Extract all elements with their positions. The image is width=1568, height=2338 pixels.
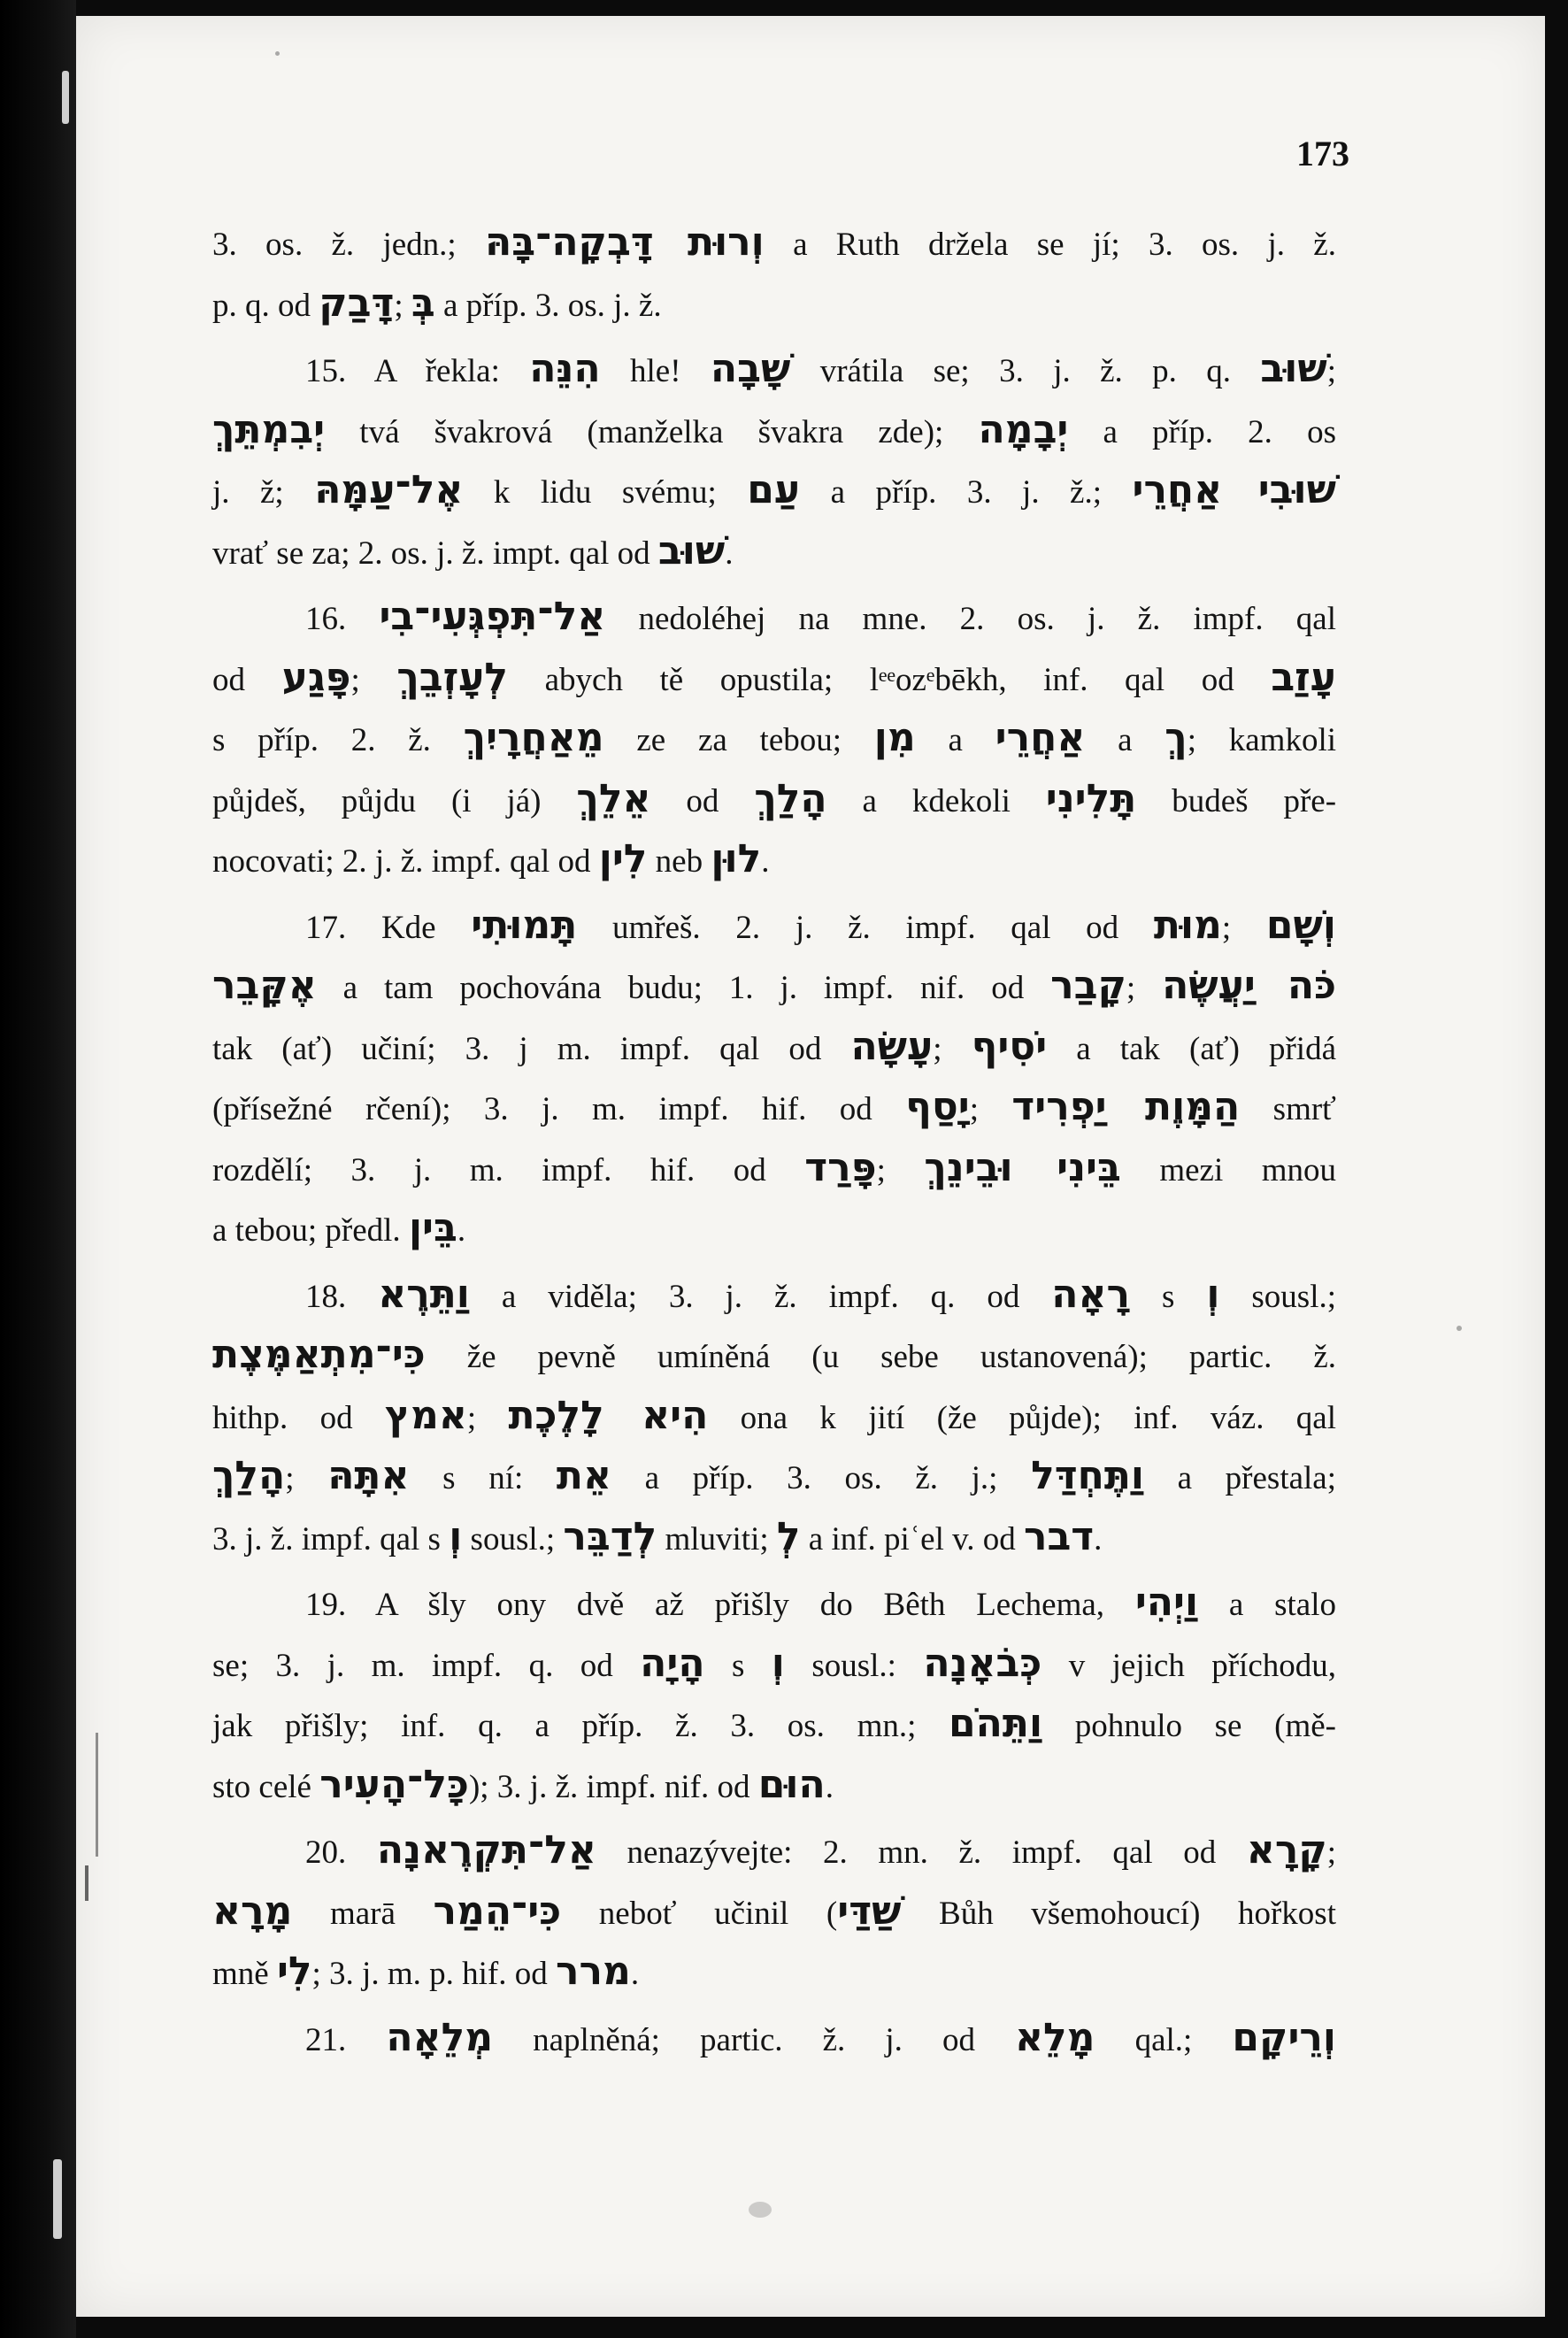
hebrew-word: אֶל־עַמָּהּ bbox=[314, 467, 464, 512]
hebrew-word: אַל־תִּפְגְּעִי־בִי bbox=[379, 594, 606, 639]
page-number: 173 bbox=[1296, 134, 1349, 173]
hebrew-word: אמץ bbox=[384, 1392, 467, 1438]
hebrew-word: הָיָה bbox=[640, 1640, 705, 1686]
hebrew-word: שָׁבָה bbox=[710, 346, 791, 391]
hebrew-word: וְרוּת דָּבְקָה־בָּהּ bbox=[485, 219, 765, 265]
margin-pencil-mark bbox=[85, 1865, 88, 1901]
hebrew-word: שַׁדַּי bbox=[837, 1888, 902, 1934]
hebrew-word: מִן bbox=[873, 715, 916, 760]
text-line: 3. os. ž. jedn.; וְרוּת דָּבְקָה־בָּהּ a Ruth držela se jí; 3. os. j. ž. bbox=[212, 219, 1336, 265]
text-line: 20. אַל־תִּקְרֶאנָה nenazývejte: 2. mn. ž. impf. qal od קָרָא; bbox=[305, 1827, 1336, 1873]
hebrew-word: תָּמוּתִי bbox=[471, 902, 578, 948]
text-line: 15. A řekla: הִנֵּה hle! שָׁבָה vrátila se; 3. j. ž. p. q. שׁוּב; bbox=[305, 346, 1336, 391]
text-line: יְבִמְתֵּךְ tvá švakrová (manželka švakra zde); יְבָמָה a příp. 2. os bbox=[212, 406, 1336, 452]
hebrew-word: שׁוּב bbox=[1260, 346, 1327, 391]
text-line: j. ž; אֶל־עַמָּהּ k lidu svému; עַם a příp. 3. j. ž.; שׁוּבִי אַחֲרֵי bbox=[212, 467, 1336, 512]
glossary-text bbox=[212, 212, 1336, 2068]
hebrew-word: דָּבַק bbox=[319, 280, 395, 326]
hebrew-word: וְ bbox=[1206, 1271, 1220, 1317]
hebrew-word: בֵּין bbox=[408, 1205, 457, 1250]
hebrew-word: וְ bbox=[771, 1640, 785, 1686]
hebrew-word: וְרֵיקָם bbox=[1232, 2014, 1336, 2060]
hebrew-word: לְעָזְבֵךְ bbox=[396, 654, 509, 700]
text-line: vrať se za; 2. os. j. ž. impt. qal od שׁוּב. bbox=[212, 527, 734, 573]
text-line: a tebou; předl. בֵּין. bbox=[212, 1205, 466, 1250]
text-line: mně לִי; 3. j. m. p. hif. od מרר. bbox=[212, 1949, 640, 1994]
hebrew-word: הִיא לָלֶכֶת bbox=[508, 1392, 709, 1438]
hebrew-word: הִנֵּה bbox=[529, 346, 601, 391]
paper-speck bbox=[275, 51, 280, 56]
hebrew-word: עָזַב bbox=[1271, 654, 1337, 700]
hebrew-word: תָּלִינִי bbox=[1045, 775, 1137, 821]
text-line: tak (ať) učiní; 3. j m. impf. qal od עָשָׂה; יֹסִיף a tak (ať) přidá bbox=[212, 1023, 1336, 1069]
hebrew-word: בֵּינִי וּבֵינֵךְ bbox=[924, 1144, 1121, 1190]
hebrew-word: כִּי־מִתְאַמֶּצֶת bbox=[212, 1332, 426, 1377]
text-line: p. q. od דָּבַק; בְּ a příp. 3. os. j. ž. bbox=[212, 280, 662, 326]
hebrew-word: אִתָּהּ bbox=[327, 1453, 410, 1498]
hebrew-word: וַתֶּחְדַּל bbox=[1031, 1453, 1144, 1498]
hebrew-word: רָאָה bbox=[1051, 1271, 1131, 1317]
text-line: 3. j. ž. impf. qal s וְ sousl.; לְדַבֵּר mluviti; לְ a inf. piʿel v. od דבר. bbox=[212, 1513, 1103, 1559]
text-line: 16. אַל־תִּפְגְּעִי־בִי nedoléhej na mne. 2. os. j. ž. impf. qal bbox=[305, 594, 1337, 639]
hebrew-word: יְבָמָה bbox=[978, 406, 1069, 452]
paper-speck bbox=[749, 2202, 772, 2218]
hebrew-word: מוּת bbox=[1153, 902, 1222, 948]
hebrew-word: הָלַךְ bbox=[754, 775, 827, 821]
spine-mark-top bbox=[62, 71, 69, 124]
hebrew-word: הוּם bbox=[757, 1761, 826, 1807]
hebrew-word: וְ bbox=[449, 1513, 463, 1559]
spine-mark-bottom bbox=[53, 2159, 62, 2239]
hebrew-word: לוּן bbox=[711, 836, 762, 881]
hebrew-word: אֶקָּבֵר bbox=[212, 963, 317, 1008]
hebrew-word: מרר bbox=[555, 1949, 631, 1994]
text-line: hithp. od אמץ; הִיא לָלֶכֶת ona k jití (že půjde); inf. váz. qal bbox=[212, 1392, 1336, 1438]
hebrew-word: אֵת bbox=[556, 1453, 611, 1498]
text-line: 17. Kde תָּמוּתִי umřeš. 2. j. ž. impf. qal od מוּת; וְשָׁם bbox=[305, 902, 1336, 948]
paper-speck bbox=[1457, 1326, 1462, 1331]
hebrew-word: לְ bbox=[776, 1513, 801, 1559]
hebrew-word: קָרָא bbox=[1246, 1827, 1327, 1873]
hebrew-word: וְשָׁם bbox=[1265, 902, 1336, 948]
margin-pencil-mark bbox=[96, 1733, 98, 1857]
text-line: s příp. 2. ž. מֵאַחֲרָיִךְ ze za tebou; מִן a אַחֲרֵי a ךְ; kamkoli bbox=[212, 715, 1337, 760]
hebrew-word: וַתֵּהֹם bbox=[949, 1701, 1043, 1746]
hebrew-word: מָלֵא bbox=[1015, 2014, 1095, 2060]
text-line: כִּי־מִתְאַמֶּצֶת že pevně umíněná (u sebe ustanovená); partic. ž. bbox=[212, 1332, 1336, 1377]
hebrew-word: וַתֵּרֶא bbox=[378, 1271, 470, 1317]
hebrew-word: קָבַר bbox=[1050, 963, 1126, 1008]
text-line: אֶקָּבֵר a tam pochována budu; 1. j. impf. nif. od קָבַר; כֹּה יַעֲשֶׂה bbox=[212, 963, 1337, 1008]
hebrew-word: וַיְהִי bbox=[1134, 1580, 1199, 1625]
hebrew-word: שׁוּבִי אַחֲרֵי bbox=[1132, 467, 1336, 512]
text-line: הָלַךְ; אִתָּהּ s ní: אֵת a příp. 3. os. ž. j.; וַתֶּחְדַּל a přestala; bbox=[212, 1453, 1337, 1498]
text-line: sto celé כָּל־הָעִיר); 3. j. ž. impf. nif. od הוּם. bbox=[212, 1761, 834, 1807]
hebrew-word: לִין bbox=[598, 836, 648, 881]
hebrew-word: דבר bbox=[1023, 1513, 1095, 1559]
hebrew-word: יְבִמְתֵּךְ bbox=[212, 406, 326, 452]
hebrew-word: שׁוּב bbox=[657, 527, 726, 573]
hebrew-word: הַמָּוֶת יַפְרִיד bbox=[1011, 1084, 1241, 1129]
book-spine bbox=[0, 0, 76, 2338]
hebrew-word: פָּרַד bbox=[804, 1144, 877, 1190]
text-line: מָרָא marā כִּי־הֵמַר neboť učinil (שַׁדַּי Bůh všemohoucí) hořkost bbox=[212, 1888, 1336, 1934]
hebrew-word: אַחֲרֵי bbox=[995, 715, 1086, 760]
hebrew-word: יָסַף bbox=[905, 1084, 970, 1129]
hebrew-word: מָרָא bbox=[212, 1888, 293, 1934]
hebrew-word: לִי bbox=[276, 1949, 312, 1994]
hebrew-word: כֹּה יַעֲשֶׂה bbox=[1162, 963, 1337, 1008]
text-line: 18. וַתֵּרֶא a viděla; 3. j. ž. impf. q. od רָאָה s וְ sousl.; bbox=[305, 1271, 1337, 1317]
hebrew-word: אֵלֵךְ bbox=[576, 775, 651, 821]
hebrew-word: יֹסִיף bbox=[971, 1023, 1048, 1069]
text-line: se; 3. j. m. impf. q. od הָיָה s וְ sousl.: כְּבֹאָנָה v jejich příchodu, bbox=[212, 1640, 1336, 1686]
hebrew-word: עַם bbox=[747, 467, 801, 512]
hebrew-word: מֵאַחֲרָיִךְ bbox=[463, 715, 604, 760]
hebrew-word: הָלַךְ bbox=[212, 1453, 286, 1498]
hebrew-word: עָשָׂה bbox=[850, 1023, 934, 1069]
text-line: 21. מְלֵאָה naplněná; partic. ž. j. od מָלֵא qal.; וְרֵיקָם bbox=[305, 2014, 1336, 2060]
text-line: půjdeš, půjdu (i já) אֵלֵךְ od הָלַךְ a kdekoli תָּלִינִי budeš pře- bbox=[212, 775, 1337, 821]
text-line: (přísežné rčení); 3. j. m. impf. hif. od יָסַף; הַמָּוֶת יַפְרִיד smrť bbox=[212, 1084, 1336, 1129]
hebrew-word: מְלֵאָה bbox=[386, 2014, 494, 2060]
text-line: nocovati; 2. j. ž. impf. qal od לִין neb לוּן. bbox=[212, 836, 770, 881]
hebrew-word: כִּי־הֵמַר bbox=[433, 1888, 562, 1934]
text-line: od פָּגַע; לְעָזְבֵךְ abych tě opustila; lᵉᵉozᵉbēkh, inf. qal od עָזַב bbox=[212, 654, 1337, 700]
hebrew-word: כְּבֹאָנָה bbox=[923, 1640, 1042, 1686]
hebrew-word: לְדַבֵּר bbox=[563, 1513, 657, 1559]
hebrew-word: פָּגַע bbox=[281, 654, 351, 700]
hebrew-word: ךְ bbox=[1164, 715, 1188, 760]
hebrew-word: כָּל־הָעִיר bbox=[319, 1761, 469, 1807]
hebrew-word: אַל־תִּקְרֶאנָה bbox=[376, 1827, 596, 1873]
text-line: 19. A šly ony dvě až přišly do Bêth Lechema, וַיְהִי a stalo bbox=[305, 1580, 1336, 1625]
text-line: rozdělí; 3. j. m. impf. hif. od פָּרַד; בֵּינִי וּבֵינֵךְ mezi mnou bbox=[212, 1144, 1337, 1190]
hebrew-word: בְּ bbox=[411, 280, 435, 326]
text-line: jak přišly; inf. q. a příp. ž. 3. os. mn.; וַתֵּהֹם pohnulo se (mě- bbox=[212, 1701, 1336, 1746]
